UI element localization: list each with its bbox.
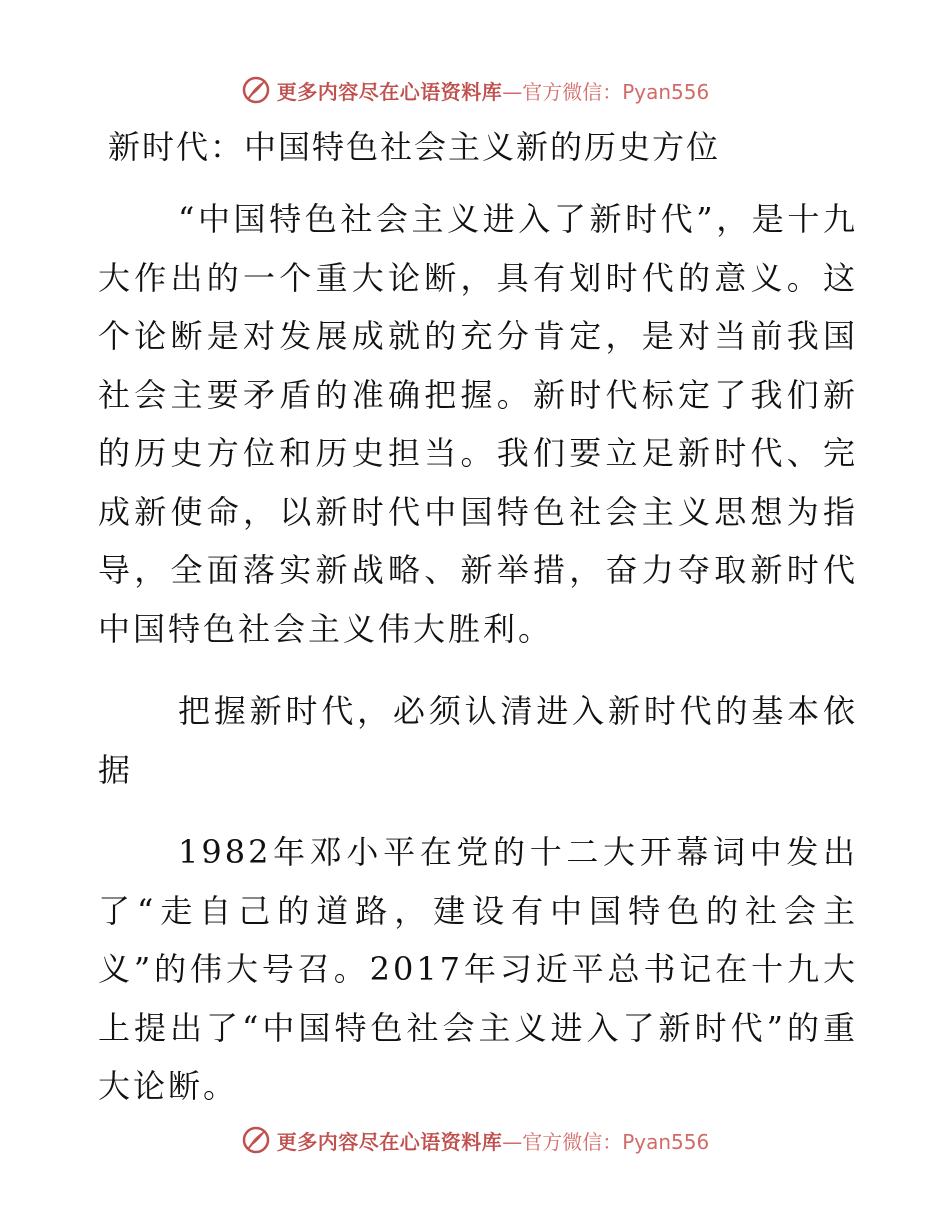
banner-main-text: 更多内容尽在心语资料库: [276, 79, 503, 104]
feather-pen-logo-icon: [241, 1125, 271, 1155]
banner-main-text: 更多内容尽在心语资料库: [276, 1129, 503, 1154]
footer-banner: [0, 1120, 950, 1160]
banner-sub-text: —官方微信：Pyan556: [502, 1129, 710, 1154]
header-banner: [0, 70, 950, 110]
paragraph-2: 把握新时代，必须认清进入新时代的基本依据: [98, 692, 858, 789]
document-body: [98, 122, 858, 1140]
paragraph-3: 1982年邓小平在党的十二大开幕词中发出了“走自己的道路，建设有中国特色的社会主义”的伟大号召。2017年习近平总书记在十九大上提出了“中国特色社会主义进入了新时代”的重大论断。: [98, 833, 858, 1105]
document-title: 新时代：中国特色社会主义新的历史方位: [108, 128, 721, 166]
feather-pen-logo-icon: [241, 75, 271, 105]
paragraph-1: “中国特色社会主义进入了新时代”，是十九大作出的一个重大论断，具有划时代的意义。这个论断是对发展成就的充分肯定，是对当前我国社会主要矛盾的准确把握。新时代标定了我们新的历史方位和历史担当。我们要立足新时代、完成新使命，以新时代中国特色社会主义思想为指导，全面落实新战略、新举措，奋力夺取新时代中国特色社会主义伟大胜利。: [98, 200, 858, 648]
banner-sub-text: —官方微信：Pyan556: [502, 79, 710, 104]
